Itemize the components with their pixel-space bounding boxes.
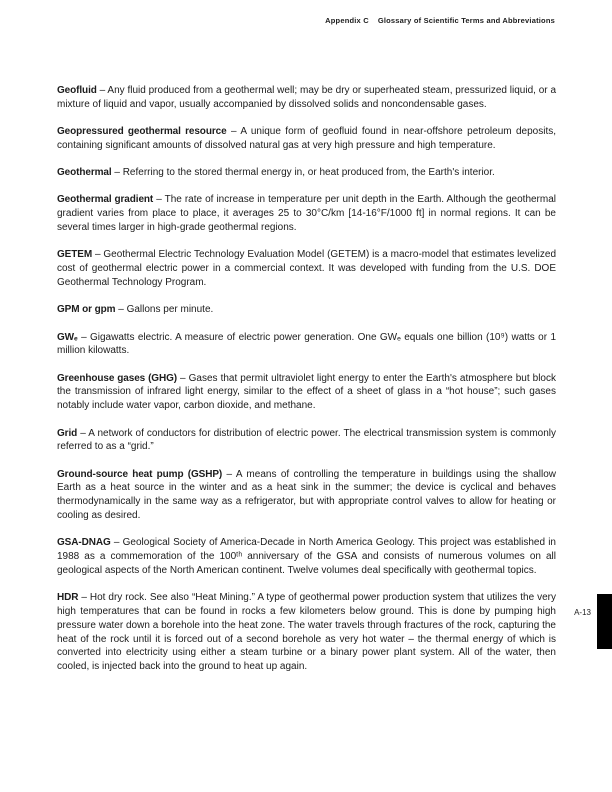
glossary-entry: [57, 591, 556, 674]
glossary-entry: [57, 166, 556, 180]
header-appendix-label: Appendix C: [325, 16, 369, 25]
glossary-term: Geothermal gradient: [57, 194, 154, 206]
glossary-definition: – Gallons per minute.: [118, 304, 214, 316]
glossary-content: [57, 84, 556, 688]
glossary-definition: – Referring to the stored thermal energy in, or heat produced from, the Earth's interior.: [114, 167, 495, 179]
glossary-definition: – The rate of increase in temperature per unit depth in the Earth. Although the geothermal gradient varies from place to place, it averages 25 to 30°C/km [14-16°F/1000 ft] in normal regions. It can be several times larger in high-grade geothermal regions.: [57, 194, 557, 234]
glossary-term: GETEM: [57, 249, 93, 261]
glossary-definition: – A means of controlling the temperature in buildings using the shallow Earth as a heat source in the winter and as a heat sink in the summer; the device is cyclical and behaves thermodynamically in the same way as a refrigerator, but with appropriate control valves to allow for heating or cooling as desired.: [57, 468, 557, 522]
glossary-definition: – A network of conductors for distribution of electric power. The electrical transmission system is commonly referred to as a “grid.”: [57, 427, 556, 453]
glossary-definition: – Geothermal Electric Technology Evaluation Model (GETEM) is a macro-model that estimates levelized cost of geothermal electric power in a commercial context. It was developed with funding from the U.S. DOE Geothermal Technology Program.: [57, 249, 557, 288]
glossary-entry: [57, 125, 556, 153]
page-number-label: A-13: [574, 608, 591, 617]
header-title: Glossary of Scientific Terms and Abbreviations: [377, 16, 555, 25]
glossary-term: Geofluid: [57, 85, 97, 96]
glossary-definition: – Gases that permit ultraviolet light energy to enter the Earth's atmosphere but block the transmission of infrared light energy, similar to the effect of a sheet of glass in a “hot house”; such gases notably include water vapor, carbon dioxide, and methane.: [57, 372, 556, 412]
glossary-term: Ground-source heat pump (GSHP): [57, 468, 223, 480]
glossary-term: GWₑ: [57, 331, 78, 343]
glossary-entry: [57, 427, 556, 455]
glossary-entry: [57, 468, 556, 523]
glossary-term: Grid: [57, 427, 78, 439]
glossary-entry: [57, 331, 556, 359]
glossary-entry: [57, 193, 556, 234]
glossary-term: GSA-DNAG: [57, 537, 111, 549]
glossary-definition: – A unique form of geofluid found in near-offshore petroleum deposits, containing significant amounts of dissolved natural gas at very high pressure and high temperature.: [57, 126, 557, 151]
glossary-definition: – Gigawatts electric. A measure of electric power generation. One GWₑ equals one billion (10⁹) watts or 1 million kilowatts.: [57, 331, 556, 357]
glossary-entry: [57, 303, 556, 317]
glossary-term: GPM or gpm: [57, 304, 116, 316]
glossary-definition: – Geological Society of America-Decade in North America Geology. This project was established in 1988 as a commemoration of the 100ᵗʰ anniversary of the GSA and consists of numerous volumes on all geological aspects of the North American continent. Twelve volumes deal specifically with geothermal topics.: [57, 537, 556, 576]
glossary-term: Greenhouse gases (GHG): [57, 372, 178, 384]
glossary-term: Geopressured geothermal resource: [57, 126, 227, 138]
glossary-definition: – Hot dry rock. See also “Heat Mining.” A type of geothermal power production system that utilizes the very high temperatures that can be found in rocks a few kilometers below ground. This is done by pumping high pressure water down a borehole into the heat zone. The water travels through fractures of the rock, capturing the heat of the rock until it is forced out of a second borehole as very hot water – the thermal energy of which is converted into electricity using either a steam turbine or a binary power plant system. All of the water, then cooled, is injected back into the ground to heat up again.: [57, 592, 556, 673]
glossary-entry: [57, 84, 556, 112]
page-edge-tab-marker: [597, 594, 612, 649]
glossary-term: Geothermal: [57, 167, 112, 179]
glossary-term: HDR: [57, 592, 79, 604]
glossary-entry: [57, 372, 556, 413]
page-header: [57, 16, 555, 25]
glossary-definition: – Any fluid produced from a geothermal well; may be dry or superheated steam, pressurized liquid, or a mixture of liquid and vapor, usually accompanied by dissolved solids and noncondensable gases.: [57, 85, 557, 110]
glossary-entry: [57, 536, 556, 577]
glossary-entry: [57, 248, 556, 289]
